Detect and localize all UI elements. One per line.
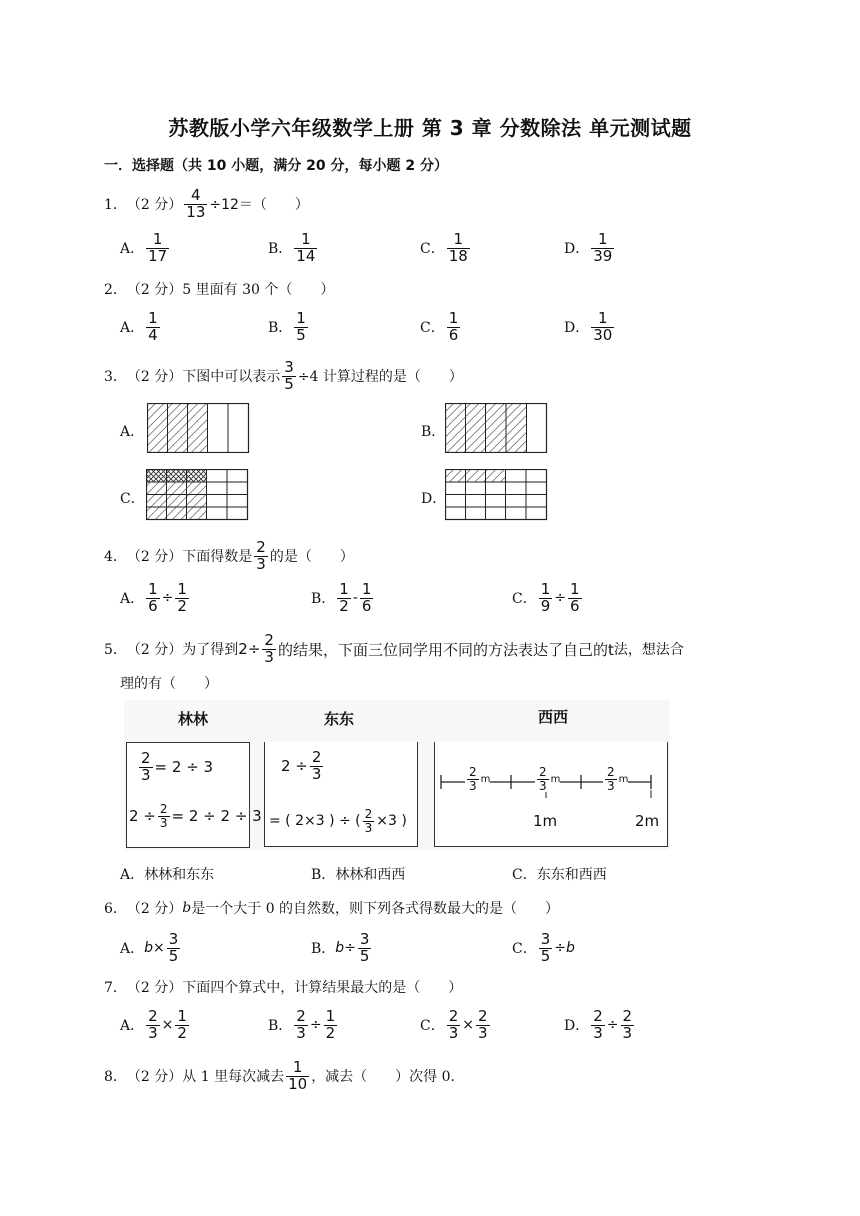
operator: × [161, 1017, 174, 1034]
denominator: 6 [448, 325, 459, 344]
denominator: 6 [570, 596, 580, 615]
denominator: 9 [540, 596, 551, 615]
linlin-box: $\frac{2}{3}$ = 2 ÷ 3 2 ÷ $\frac{2}{3}$ = 2 ÷ 2 ÷ 3 [126, 742, 250, 848]
option-label: B． [311, 867, 336, 883]
denominator: 30 [593, 325, 613, 344]
diagram-a [147, 403, 250, 453]
question-expression: 2÷ [238, 640, 261, 659]
question-number: 6． [104, 901, 127, 917]
fraction [324, 1009, 338, 1042]
option-label: D． [421, 491, 447, 507]
option-label: A． [120, 1018, 145, 1035]
option[interactable] [512, 582, 584, 615]
question-text: 5 里面有 30 个（ ） [182, 282, 335, 298]
fraction [146, 582, 160, 615]
fraction [591, 1009, 605, 1042]
operator: ÷ [309, 1017, 322, 1034]
fraction [568, 582, 582, 615]
option[interactable] [512, 932, 575, 965]
numerator: 1 [453, 230, 464, 248]
option[interactable] [512, 864, 607, 884]
fraction [539, 932, 553, 965]
option[interactable] [420, 232, 472, 265]
fraction: $\frac{2}{3}$ [256, 538, 266, 573]
fraction [476, 1009, 490, 1042]
operator: - [352, 590, 358, 607]
question-5 [104, 633, 684, 666]
numerator: 2 [448, 1007, 459, 1025]
numerator: 2 [622, 1007, 633, 1025]
dongdong-box: 2 ÷ $\frac{2}{3}$ = ( 2×3 ) ÷ ( $\frac{2}{3}$ ×3 ) [264, 742, 418, 847]
page-title: 苏教版小学六年级数学上册 第 3 章 分数除法 单元测试题 [168, 116, 692, 140]
fraction: $\frac{3}{5}$ [284, 358, 294, 393]
question-text: ，减去（ ）次得 0． [311, 1069, 465, 1086]
option[interactable] [564, 1009, 636, 1042]
option[interactable] [311, 864, 405, 884]
diagram-c [146, 469, 249, 521]
question-expression: ÷12＝（ ） [209, 197, 309, 214]
name-label: 东东 [324, 710, 355, 728]
name-label: 林林 [178, 710, 209, 728]
option[interactable] [120, 582, 191, 615]
option-label: A． [120, 867, 145, 883]
question-number: 5． [104, 642, 127, 659]
option[interactable] [420, 1009, 492, 1042]
fraction [591, 232, 614, 265]
option[interactable] [120, 932, 182, 965]
name-label: 西西 [538, 708, 569, 726]
fraction [447, 1009, 461, 1042]
denominator: 2 [339, 596, 349, 615]
numerator: 1 [177, 580, 187, 598]
option-label: B． [311, 941, 336, 958]
fraction [294, 1009, 308, 1042]
denominator: 3 [622, 1023, 633, 1042]
denominator: 3 [593, 1023, 603, 1042]
question-text: 的结果，下面三位同学用不同的方法表达了自己的t [277, 640, 614, 659]
question-score: （2 分） [126, 901, 183, 917]
numerator: 1 [301, 230, 311, 248]
denominator: 5 [168, 946, 179, 965]
question-score: （2 分） [126, 980, 183, 996]
numerator: 1 [598, 309, 608, 327]
numerator: 3 [168, 930, 179, 948]
numerator: 2 [296, 1007, 306, 1025]
fraction: $\frac{2}{3}$ [264, 631, 274, 666]
fraction [360, 582, 374, 615]
numerator: 1 [152, 230, 163, 248]
question-7 [104, 977, 462, 997]
fraction [621, 1009, 635, 1042]
numerator: 1 [540, 580, 551, 598]
denominator: 18 [448, 246, 468, 265]
denominator: 39 [593, 246, 613, 265]
option-label: C． [420, 320, 445, 337]
diagram-d [445, 469, 548, 521]
fraction: $\frac{4}{13}$ [186, 186, 206, 221]
denominator: 4 [148, 325, 158, 344]
option[interactable] [120, 232, 171, 265]
question-text: 为了得到 [182, 642, 239, 659]
question-text-continued: 理的有（ ） [120, 676, 218, 692]
option[interactable] [268, 311, 310, 344]
option-text: 林林和西西 [335, 867, 406, 883]
numerator: 1 [570, 580, 580, 598]
question-number: 7． [104, 980, 127, 996]
numerator: 1 [148, 309, 158, 327]
denominator: 3 [148, 1023, 158, 1042]
option-label: D． [564, 1018, 590, 1035]
option-text: 林林和东东 [144, 867, 215, 883]
fraction [358, 932, 372, 965]
numerator: 2 [593, 1007, 603, 1025]
numerator: 1 [448, 309, 459, 327]
question-text: 的是（ ） [269, 549, 354, 566]
operator: × [462, 1017, 474, 1034]
operator: ÷ [606, 1017, 619, 1034]
question-text: 从 1 里每次减去 [182, 1069, 285, 1086]
question-number: 8． [104, 1069, 127, 1086]
option[interactable] [311, 582, 375, 615]
tick-label: 1m [533, 812, 558, 830]
option-label: A． [120, 241, 145, 258]
fraction [447, 232, 470, 265]
option[interactable] [564, 232, 616, 265]
denominator: 5 [359, 946, 370, 965]
expression: b÷ [335, 940, 356, 957]
fraction [175, 1009, 189, 1042]
fraction [175, 582, 189, 615]
question-text: 是一个大于 0 的自然数，则下列各式得数最大的是（ ） [191, 901, 560, 917]
question-2 [104, 279, 334, 299]
question-text: 下面得数是 [182, 549, 253, 566]
numerator: 1 [148, 580, 158, 598]
numerator: 2 [148, 1007, 158, 1025]
option-label: B． [268, 1018, 293, 1035]
option[interactable] [564, 311, 616, 344]
question-8 [104, 1060, 465, 1093]
operator: ÷ [554, 590, 566, 607]
xixi-box: $\frac{2}{3}$ m $\frac{2}{3}$ m $\frac{2}{3}$ m 1m 2m [434, 742, 668, 847]
fraction [591, 311, 614, 344]
question-score: （2 分） [126, 282, 183, 298]
question-3 [104, 360, 463, 393]
option-label: B． [421, 424, 446, 440]
option-label: C． [512, 867, 537, 883]
option-label: A． [120, 591, 145, 608]
question-score: （2 分） [126, 642, 183, 659]
option[interactable] [268, 1009, 339, 1042]
question-score: （2 分） [126, 197, 183, 214]
denominator: 3 [296, 1023, 306, 1042]
option[interactable] [268, 232, 319, 265]
denominator: 6 [361, 596, 372, 615]
question-text: ÷4 计算过程的是（ ） [297, 369, 463, 386]
option-label: A． [120, 941, 145, 958]
fraction [539, 582, 553, 615]
denominator: 14 [296, 246, 316, 265]
denominator: 5 [296, 325, 306, 344]
numerator: 1 [325, 1007, 336, 1025]
shaded-region [148, 404, 208, 453]
question-score: （2 分） [126, 549, 183, 566]
operator: ÷ [161, 590, 174, 607]
option-label: C． [512, 941, 537, 958]
denominator: 2 [177, 1023, 187, 1042]
numerator: 1 [339, 580, 349, 598]
expression: ÷b [554, 940, 575, 957]
option[interactable] [120, 1009, 191, 1042]
numerator: 2 [478, 1007, 488, 1025]
expression: b× [144, 940, 165, 957]
option-label: C． [120, 491, 145, 507]
fraction [447, 311, 461, 344]
fraction: $\frac{1}{10}$ [288, 1058, 308, 1093]
section-heading: 一．选择题（共 10 小题，满分 20 分，每小题 2 分） [104, 158, 448, 174]
option[interactable] [120, 864, 214, 884]
diagram-b [445, 403, 548, 453]
denominator: 2 [325, 1023, 336, 1042]
numerator: 1 [177, 1007, 187, 1025]
denominator: 3 [448, 1023, 459, 1042]
question-text: 下图中可以表示 [182, 369, 281, 386]
fraction [337, 582, 351, 615]
option-label: B． [311, 591, 336, 608]
question-number: 2． [104, 282, 127, 298]
fraction [146, 311, 160, 344]
cross-hatched-region [147, 470, 207, 483]
fraction [146, 1009, 160, 1042]
option[interactable] [420, 311, 462, 344]
question-number: 4． [104, 549, 127, 566]
denominator: 3 [478, 1023, 488, 1042]
numerator: 3 [359, 930, 370, 948]
fraction [294, 232, 317, 265]
option-label: A． [120, 424, 145, 440]
denominator: 6 [148, 596, 158, 615]
q5-figure [124, 700, 670, 850]
numerator: 3 [540, 930, 551, 948]
fraction [146, 232, 169, 265]
option-label: C． [420, 1018, 445, 1035]
option[interactable] [311, 932, 373, 965]
numerator: 1 [598, 230, 608, 248]
question-1 [104, 188, 309, 221]
question-number: 3． [104, 369, 127, 386]
numerator: 1 [361, 580, 372, 598]
question-score: （2 分） [126, 369, 183, 386]
option-label: C． [420, 241, 445, 258]
option[interactable] [120, 311, 162, 344]
denominator: 17 [148, 246, 168, 265]
option-label: D． [564, 320, 590, 337]
option-label: B． [268, 241, 293, 258]
option-label: D． [564, 241, 590, 258]
shaded-region [446, 470, 506, 483]
option-label: A． [120, 320, 145, 337]
variable: b [182, 900, 192, 916]
denominator: 5 [540, 946, 551, 965]
fraction [167, 932, 181, 965]
question-4 [104, 540, 354, 573]
denominator: 2 [177, 596, 187, 615]
numerator: 1 [296, 309, 306, 327]
question-text: 法，想法合 [613, 642, 684, 659]
question-number: 1． [104, 197, 127, 214]
question-score: （2 分） [126, 1069, 183, 1086]
fraction [294, 311, 308, 344]
option-label: C． [512, 591, 537, 608]
option-label: B． [268, 320, 293, 337]
tick-label: 2m [635, 812, 660, 830]
question-6 [104, 898, 559, 918]
question-text: 下面四个算式中，计算结果最大的是（ ） [182, 980, 463, 996]
option-text: 东东和西西 [536, 867, 607, 883]
